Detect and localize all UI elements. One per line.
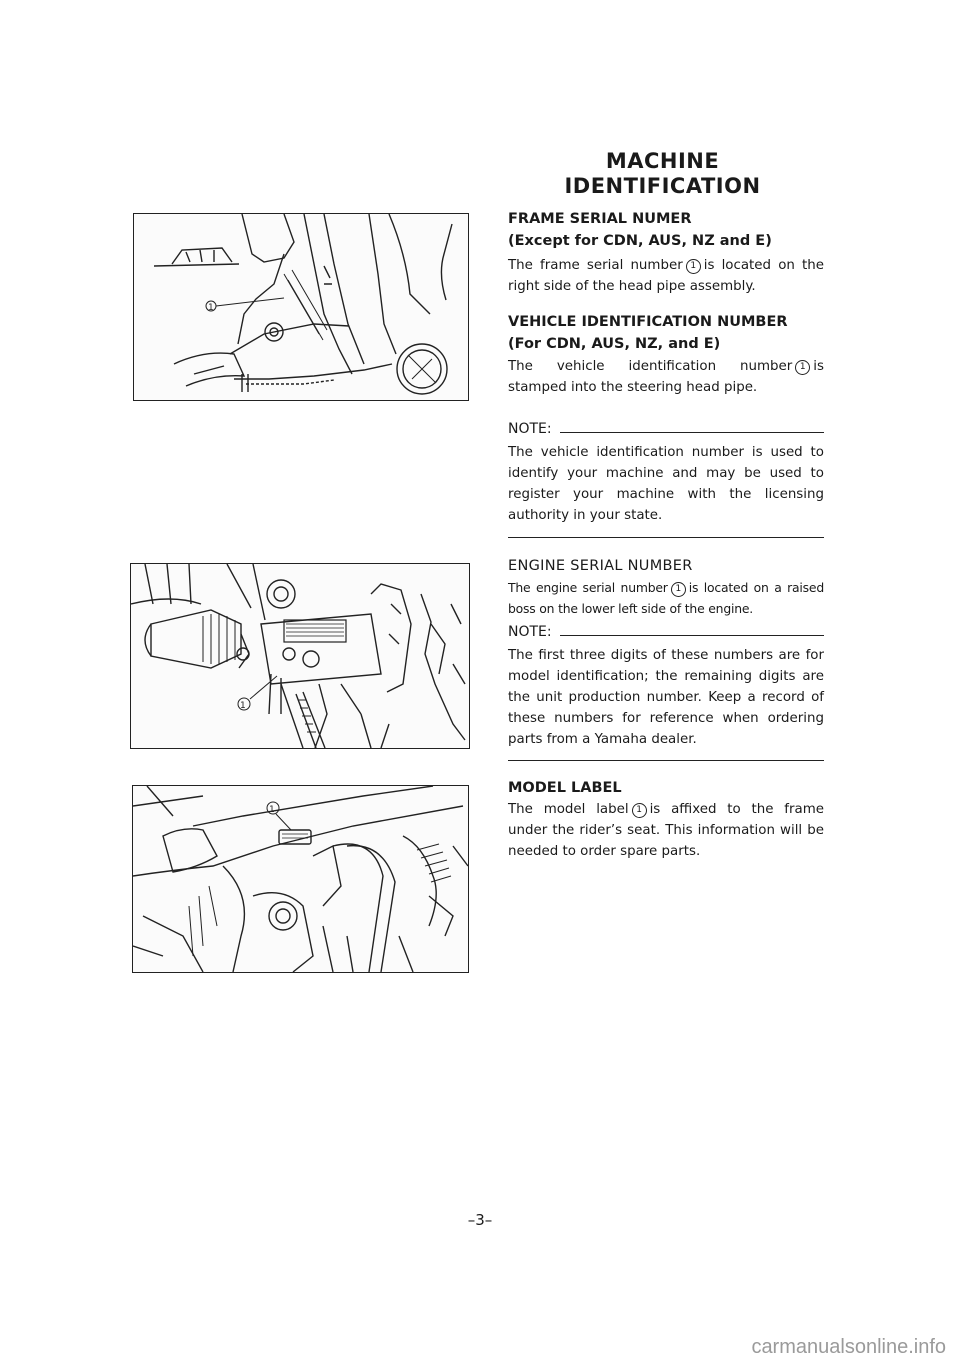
vin-note-text: The vehicle identification number is used to identify your machine and may be used to register your machine with the licensing authority in your state. bbox=[508, 445, 824, 523]
page-number: –3– bbox=[467, 1211, 493, 1229]
page-title-line-2: IDENTIFICATION bbox=[564, 174, 761, 198]
engine-serial-heading: ENGINE SERIAL NUMBER bbox=[508, 558, 693, 574]
vin-subheading: (For CDN, AUS, NZ, and E) bbox=[508, 336, 721, 352]
callout-1-marker: 1 bbox=[795, 360, 810, 375]
model-label-text: The model label 1 is affixed to the frame under the rider’s seat. This information will be needed to order spare parts. bbox=[508, 802, 824, 859]
engine-serial-section bbox=[508, 555, 824, 750]
vin-text: The vehicle identification number 1 is stamped into the steering head pipe. bbox=[508, 359, 824, 395]
frame-serial-heading: FRAME SERIAL NUMER bbox=[508, 211, 692, 227]
note-label: NOTE: bbox=[508, 621, 824, 643]
callout-1-marker: 1 bbox=[632, 803, 647, 818]
callout-1-marker: 1 bbox=[671, 582, 686, 597]
model-label-heading: MODEL LABEL bbox=[508, 780, 622, 796]
page-title-line-1: MACHINE bbox=[605, 149, 720, 173]
frame-serial-figure bbox=[133, 213, 469, 401]
note-end-rule bbox=[508, 537, 824, 538]
engine-serial-text: The engine serial number 1 is located on a raised boss on the lower left side of the engine. bbox=[508, 580, 824, 616]
figure-callout: 1 bbox=[269, 805, 275, 815]
engine-illustration bbox=[131, 564, 469, 748]
figure-callout: 1 bbox=[240, 701, 246, 711]
vin-note bbox=[508, 418, 824, 526]
frame-serial-subheading: (Except for CDN, AUS, NZ and E) bbox=[508, 233, 772, 249]
callout-1-marker: 1 bbox=[686, 259, 701, 274]
vin-heading: VEHICLE IDENTIFICATION NUMBER bbox=[508, 314, 788, 330]
note-label: NOTE: bbox=[508, 418, 824, 440]
model-label-section bbox=[508, 777, 824, 862]
engine-note-text: The first three digits of these numbers are for model identification; the remaining digits are the unit production number. Keep a record of these numbers for reference when ordering parts from a Yamaha dealer. bbox=[508, 648, 824, 747]
model-label-figure bbox=[132, 785, 469, 973]
note-rule bbox=[560, 432, 824, 433]
engine-serial-figure bbox=[130, 563, 470, 749]
note-end-rule bbox=[508, 760, 824, 761]
vin-section bbox=[508, 311, 824, 398]
frame-serial-text: The frame serial number 1 is located on the right side of the head pipe assembly. bbox=[508, 258, 825, 294]
under-seat-illustration bbox=[133, 786, 468, 972]
watermark: carmanualsonline.info bbox=[751, 1336, 946, 1358]
note-rule bbox=[560, 635, 824, 636]
head-pipe-illustration bbox=[134, 214, 468, 400]
figure-callout: 1 bbox=[208, 303, 214, 313]
frame-serial-section bbox=[508, 208, 824, 297]
